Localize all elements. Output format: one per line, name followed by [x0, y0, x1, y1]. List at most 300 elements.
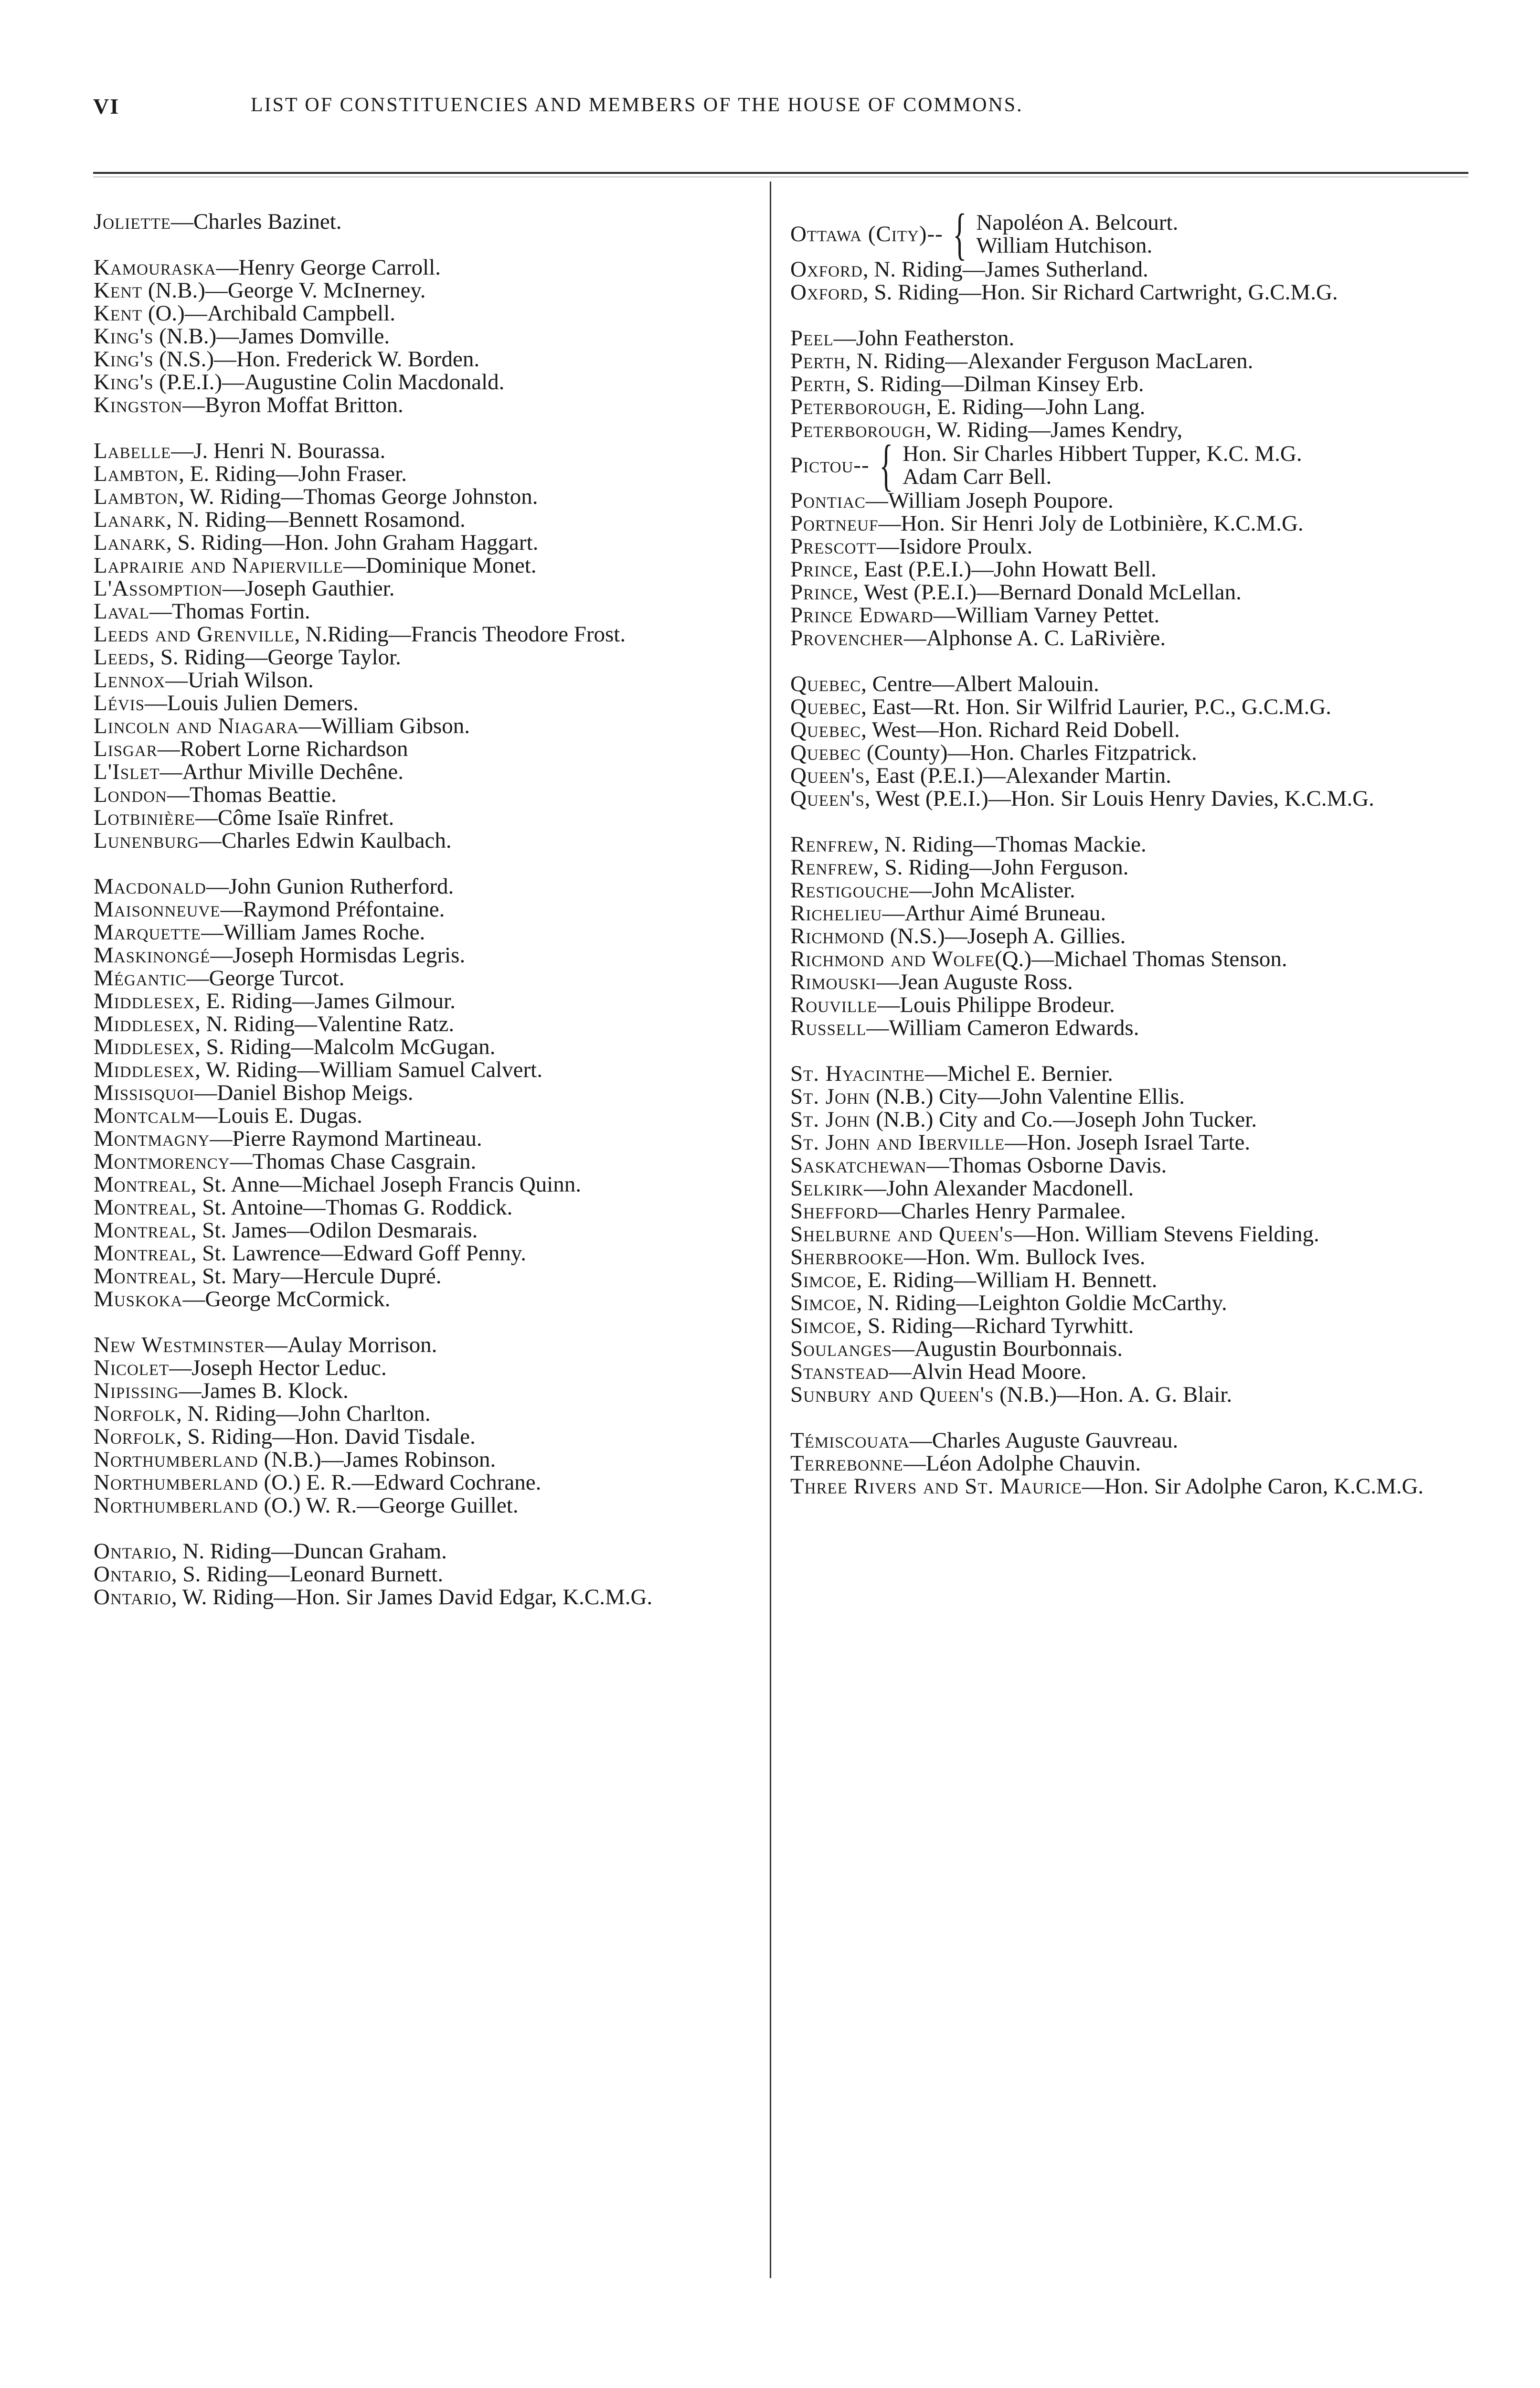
member-text: —Hon. Sir Adolphe Caron, K.C.M.G. [1082, 1474, 1424, 1499]
entry [94, 1058, 786, 1081]
constituency-name: Joliette [94, 209, 171, 234]
entry [790, 558, 1483, 581]
entry [790, 1314, 1483, 1337]
member-text: —Louis Julien Demers. [145, 691, 359, 715]
member-text: , E. Riding—William H. Bennett. [856, 1268, 1158, 1292]
constituency-name: Lincoln and Niagara [94, 714, 299, 738]
entry [94, 600, 786, 623]
member-text: —Charles Henry Parmalee. [878, 1199, 1126, 1224]
entry-group [790, 1429, 1483, 1498]
entry [94, 256, 786, 279]
constituency-name: Peterborough [790, 417, 926, 442]
member-text: , St. Lawrence—Edward Goff Penny. [191, 1241, 526, 1266]
entry [94, 760, 786, 783]
member-text: , West (P.E.I.)—Bernard Donald McLellan. [853, 580, 1242, 605]
left-column [94, 210, 786, 1631]
entry [94, 829, 786, 852]
member-text: (N.S.)—Hon. Frederick W. Borden. [153, 347, 480, 372]
constituency-name: Simcoe [790, 1313, 857, 1338]
constituency-name: Montreal [94, 1264, 191, 1289]
member-text: , East—Rt. Hon. Sir Wilfrid Laurier, P.C., G.C.M.G. [861, 694, 1332, 719]
constituency-name: Macdonald [94, 874, 206, 899]
constituency-name: L'Assomption [94, 576, 223, 601]
entry [94, 990, 786, 1013]
entry [790, 395, 1483, 418]
member-text: —Thomas Beattie. [167, 782, 337, 807]
member-text: (P.E.I.)—Augustine Colin Macdonald. [153, 370, 505, 394]
entry [790, 1269, 1483, 1291]
entry [94, 1035, 786, 1058]
entry [790, 512, 1483, 535]
member-text: —Aulay Morrison. [265, 1333, 437, 1357]
constituency-name: Pictou-- [790, 453, 870, 478]
entry [790, 879, 1483, 902]
constituency-name: Middlesex [94, 1034, 195, 1059]
member-text: , S. Riding—Richard Tyrwhitt. [856, 1313, 1134, 1338]
entry [94, 1081, 786, 1104]
entry [790, 604, 1483, 627]
constituency-name: Pontiac [790, 488, 866, 513]
member-text: —Joseph Gauthier. [223, 576, 395, 601]
entry [94, 508, 786, 531]
entry [94, 646, 786, 669]
entry [94, 1219, 786, 1242]
constituency-name: London [94, 782, 167, 807]
member-text: (N.B.)—George V. McInerney. [142, 278, 426, 303]
constituency-name: Portneuf [790, 511, 879, 536]
member-text: , St. Antoine—Thomas G. Roddick. [191, 1195, 513, 1220]
constituency-name: Norfolk [94, 1401, 176, 1426]
member-text: , East (P.E.I.)—John Howatt Bell. [853, 557, 1157, 582]
entry [790, 1154, 1483, 1177]
member-name: William Hutchison. [976, 233, 1153, 258]
member-text: , N. Riding—Leighton Goldie McCarthy. [856, 1290, 1227, 1315]
constituency-name: Middlesex [94, 1057, 195, 1082]
constituency-name: Oxford [790, 280, 863, 305]
member-text: —Daniel Bishop Meigs. [194, 1080, 414, 1105]
entry [94, 1356, 786, 1379]
constituency-name: Sunbury and Queen's [790, 1382, 994, 1407]
member-text: —Robert Lorne Richardson [157, 736, 408, 761]
constituency-name: Northumberland [94, 1470, 258, 1495]
entry [94, 462, 786, 485]
entry [790, 327, 1483, 350]
member-text: , West—Hon. Richard Reid Dobell. [861, 717, 1180, 742]
member-text: —John Alexander Macdonell. [864, 1176, 1134, 1201]
member-text: —Hon. Sir Henri Joly de Lotbinière, K.C.M.G. [878, 511, 1304, 536]
member-text: , S. Riding—George Taylor. [149, 645, 401, 670]
constituency-name: Lévis [94, 691, 145, 715]
entry [790, 258, 1483, 281]
member-text: —John Featherston. [833, 326, 1015, 351]
entry [94, 439, 786, 462]
entry [94, 1173, 786, 1196]
constituency-name: Ottawa (City)-- [790, 222, 943, 246]
entry-group [790, 833, 1483, 1039]
constituency-name: Mégantic [94, 966, 187, 991]
constituency-name: Quebec [790, 740, 861, 765]
entry [790, 1062, 1483, 1085]
constituency-name: Rouville [790, 992, 878, 1017]
constituency-name: Richmond and Wolfe [790, 947, 995, 971]
member-text: —William Varney Pettet. [933, 603, 1160, 628]
constituency-name: Norfolk [94, 1424, 176, 1449]
entry [94, 279, 786, 302]
entry [790, 1291, 1483, 1314]
entry [94, 1448, 786, 1471]
entry [94, 1402, 786, 1425]
member-text: , N. Riding—James Sutherland. [862, 257, 1148, 282]
constituency-name: St. Hyacinthe [790, 1061, 925, 1086]
member-text: (N.B.) City—John Valentine Ellis. [870, 1084, 1185, 1109]
constituency-name: Simcoe [790, 1268, 857, 1292]
member-text: , W. Riding—James Kendry, [925, 417, 1183, 442]
constituency-name: Terrebonne [790, 1451, 903, 1476]
brace-icon: { [879, 433, 893, 497]
entry [790, 581, 1483, 604]
entry [790, 764, 1483, 787]
constituency-name: Missisquoi [94, 1080, 195, 1105]
entry [790, 627, 1483, 650]
constituency-name: Montreal [94, 1241, 191, 1266]
entry-group [94, 1333, 786, 1517]
entry [790, 1452, 1483, 1475]
constituency-name: Simcoe [790, 1290, 857, 1315]
constituency-name: Lanark [94, 530, 167, 555]
constituency-name: Northumberland [94, 1493, 258, 1518]
member-text: , N. Riding—Thomas Mackie. [873, 832, 1147, 857]
member-text: , S. Riding—Hon. Sir Richard Cartwright, G.C.M.G. [862, 280, 1338, 305]
constituency-name: Montreal [94, 1195, 191, 1220]
entry-group [94, 439, 786, 852]
member-text: —Charles Auguste Gauvreau. [909, 1428, 1179, 1453]
entry [94, 737, 786, 760]
member-text: , N. Riding—Bennett Rosamond. [166, 507, 466, 532]
constituency-name: Shefford [790, 1199, 879, 1224]
constituency-name: Kent [94, 301, 143, 326]
member-text: —J. Henri N. Bourassa. [171, 438, 386, 463]
member-text: —Dominique Monet. [343, 553, 537, 578]
member-text: , S. Riding—Hon. David Tisdale. [176, 1424, 476, 1449]
right-column [790, 202, 1483, 1521]
entry [94, 325, 786, 348]
constituency-name: Lambton [94, 461, 179, 486]
entry [790, 1475, 1483, 1498]
entry [790, 741, 1483, 764]
member-text: —Henry George Carroll. [216, 255, 441, 280]
entry [790, 856, 1483, 879]
constituency-name: Montmagny [94, 1126, 210, 1151]
constituency-name: Provencher [790, 626, 904, 650]
entry [790, 489, 1483, 512]
member-text: , N. Riding—Alexander Ferguson MacLaren. [845, 349, 1253, 373]
entry [790, 1177, 1483, 1200]
entry [94, 875, 786, 898]
constituency-name: Montreal [94, 1172, 191, 1197]
member-text: —James B. Klock. [179, 1378, 349, 1403]
entry [94, 898, 786, 921]
member-text: —Léon Adolphe Chauvin. [903, 1451, 1141, 1476]
constituency-name: Montmorency [94, 1149, 230, 1174]
entry [790, 1360, 1483, 1383]
constituency-name: Stanstead [790, 1359, 889, 1384]
member-text: —Isidore Proulx. [876, 534, 1033, 559]
constituency-name: Saskatchewan [790, 1153, 927, 1178]
member-text: , N. Riding—Duncan Graham. [171, 1539, 447, 1564]
member-text: —Raymond Préfontaine. [220, 897, 445, 922]
entry [94, 1150, 786, 1173]
constituency-name: Marquette [94, 920, 201, 945]
constituency-name: Peterborough [790, 394, 926, 419]
member-text: —Arthur Aimé Bruneau. [882, 901, 1106, 926]
entry [790, 787, 1483, 810]
constituency-name: Richelieu [790, 901, 882, 926]
entry [790, 1223, 1483, 1246]
entry-ottawa [790, 202, 1483, 266]
entry [94, 1471, 786, 1494]
page-number: VI [93, 94, 120, 118]
member-text: —John Gunion Rutherford. [206, 874, 454, 899]
constituency-name: New Westminster [94, 1333, 266, 1357]
member-text: —Michel E. Bernier. [924, 1061, 1113, 1086]
member-text: —Louis E. Dugas. [195, 1103, 362, 1128]
entry [790, 672, 1483, 695]
member-text: (N.B.)—James Domville. [153, 324, 390, 349]
constituency-name: Selkirk [790, 1176, 864, 1201]
constituency-name: St. John and Iberville [790, 1130, 1005, 1155]
constituency-name: Kingston [94, 393, 183, 417]
constituency-name: Rimouski [790, 970, 877, 994]
constituency-name: Peel [790, 326, 834, 351]
constituency-name: Prescott [790, 534, 877, 559]
member-text: —George McCormick. [182, 1287, 391, 1311]
entry [94, 1104, 786, 1127]
constituency-name: Lennox [94, 668, 166, 693]
entry [94, 371, 786, 394]
member-text: , St. Anne—Michael Joseph Francis Quinn. [191, 1172, 581, 1197]
entry [94, 1242, 786, 1265]
constituency-name: King's [94, 324, 154, 349]
member-text: —William Cameron Edwards. [866, 1015, 1139, 1040]
constituency-name: Renfrew [790, 832, 874, 857]
entry [94, 921, 786, 944]
constituency-name: Queen's [790, 763, 865, 788]
constituency-name: Three Rivers and St. Maurice [790, 1474, 1082, 1499]
entry [790, 993, 1483, 1016]
page-header [93, 94, 1468, 127]
constituency-name: Middlesex [94, 1012, 195, 1036]
entry [94, 1494, 786, 1517]
entry [790, 350, 1483, 373]
constituency-name: Nicolet [94, 1355, 170, 1380]
entry [94, 1013, 786, 1035]
constituency-name: Quebec [790, 694, 861, 719]
entry [94, 669, 786, 692]
member-text: , S. Riding—Dilman Kinsey Erb. [845, 372, 1144, 396]
member-text: , W. Riding—Hon. Sir James David Edgar, K.C.M.G. [171, 1585, 653, 1610]
constituency-name: Nipissing [94, 1378, 179, 1403]
entry [790, 1200, 1483, 1223]
member-text: , N. Riding—John Charlton. [176, 1401, 431, 1426]
constituency-name: Lotbinière [94, 805, 195, 830]
entry [94, 623, 786, 646]
member-text: (O.) E. R.—Edward Cochrane. [258, 1470, 542, 1495]
member-text: , S. Riding—John Ferguson. [873, 855, 1129, 880]
member-text: , W. Riding—William Samuel Calvert. [195, 1057, 542, 1082]
entry [94, 1196, 786, 1219]
entry [790, 925, 1483, 948]
member-text: (O.)—Archibald Campbell. [142, 301, 396, 326]
entry-group [94, 875, 786, 1311]
entry [790, 1337, 1483, 1360]
member-text: —Jean Auguste Ross. [876, 970, 1073, 994]
member-text: (N.B.) City and Co.—Joseph John Tucker. [870, 1107, 1257, 1132]
entry [790, 902, 1483, 925]
constituency-name: Kamouraska [94, 255, 216, 280]
constituency-name: Lisgar [94, 736, 158, 761]
entry [94, 783, 786, 806]
constituency-name: Maisonneuve [94, 897, 221, 922]
constituency-name: St. John [790, 1084, 871, 1109]
entry [790, 1429, 1483, 1452]
constituency-name: Perth [790, 349, 846, 373]
entry [790, 1246, 1483, 1269]
entry-group [790, 327, 1483, 650]
member-text: —Thomas Chase Casgrain. [230, 1149, 477, 1174]
constituency-name: Muskoka [94, 1287, 183, 1311]
constituency-name: Oxford [790, 257, 863, 282]
entry [790, 1383, 1483, 1406]
constituency-name: Prince [790, 580, 853, 605]
constituency-name: Témiscouata [790, 1428, 910, 1453]
constituency-name: St. John [790, 1107, 871, 1132]
member-text: (N.B.)—James Robinson. [258, 1447, 496, 1472]
entry [94, 714, 786, 737]
member-text: —William James Roche. [201, 920, 425, 945]
constituency-name: Ontario [94, 1562, 171, 1587]
entry [94, 1586, 786, 1609]
constituency-name: Labelle [94, 438, 171, 463]
entry-group [94, 1540, 786, 1609]
member-text: —Joseph Hormisdas Legris. [210, 943, 466, 968]
constituency-name: Middlesex [94, 989, 195, 1013]
constituency-name: Restigouche [790, 878, 910, 903]
entry [94, 1265, 786, 1288]
member-text: —Hon. Wm. Bullock Ives. [903, 1245, 1146, 1269]
brace-icon: { [953, 202, 967, 266]
entry [790, 418, 1483, 441]
constituency-name: Ontario [94, 1539, 171, 1564]
member-text: —Charles Bazinet. [170, 209, 342, 234]
member-text: —Alphonse A. C. LaRivière. [903, 626, 1166, 650]
constituency-name: Laval [94, 599, 149, 624]
member-text: , W. Riding—Thomas George Johnston. [179, 484, 538, 509]
constituency-name: Perth [790, 372, 846, 396]
entry [94, 485, 786, 508]
constituency-name: Shelburne and Queen's [790, 1222, 1013, 1247]
entry-group [790, 672, 1483, 810]
constituency-name: Leeds [94, 645, 149, 670]
entry [94, 1540, 786, 1563]
member-text: , E. Riding—John Lang. [925, 394, 1146, 419]
member-name: Hon. Sir Charles Hibbert Tupper, K.C. M.G. [903, 441, 1302, 466]
member-text: —Thomas Fortin. [149, 599, 310, 624]
member-text: —Uriah Wilson. [165, 668, 314, 693]
member-text: (N.B.)—Hon. A. G. Blair. [994, 1382, 1232, 1407]
entry [790, 970, 1483, 993]
constituency-name: Laprairie and Napierville [94, 553, 343, 578]
constituency-name: L'Islet [94, 759, 160, 784]
constituency-name: Ontario [94, 1585, 171, 1610]
entry [94, 302, 786, 325]
entry [790, 1108, 1483, 1131]
member-text: —John McAlister. [909, 878, 1075, 903]
entry-group [790, 202, 1483, 305]
constituency-name: Richmond [790, 924, 885, 949]
entry [790, 718, 1483, 741]
member-text: , Centre—Albert Malouin. [861, 672, 1099, 696]
constituency-name: Lunenburg [94, 828, 200, 853]
member-text: —Côme Isaïe Rinfret. [195, 805, 394, 830]
constituency-name: Sherbrooke [790, 1245, 904, 1269]
member-text: , S. Riding—Leonard Burnett. [171, 1562, 444, 1587]
member-name: Adam Carr Bell. [903, 464, 1052, 489]
member-text: , St. Mary—Hercule Dupré. [191, 1264, 442, 1289]
member-text: —Louis Philippe Brodeur. [877, 992, 1115, 1017]
member-text: , N. Riding—Valentine Ratz. [195, 1012, 455, 1036]
entry [94, 554, 786, 577]
member-text: —Joseph Hector Leduc. [169, 1355, 387, 1380]
constituency-name: King's [94, 347, 154, 372]
member-text: —Byron Moffat Britton. [182, 393, 404, 417]
constituency-name: Lanark [94, 507, 167, 532]
member-name: Napoléon A. Belcourt. [976, 210, 1179, 235]
entry [790, 695, 1483, 718]
entry [94, 1127, 786, 1150]
member-text: (Q.)—Michael Thomas Stenson. [995, 947, 1287, 971]
entry [94, 1563, 786, 1586]
constituency-name: Maskinongé [94, 943, 211, 968]
entry [94, 531, 786, 554]
entry [94, 394, 786, 416]
member-text: (O.) W. R.—George Guillet. [258, 1493, 519, 1518]
member-text: , S. Riding—Hon. John Graham Haggart. [166, 530, 539, 555]
running-title: LIST OF CONSTITUENCIES AND MEMBERS OF THE HOUSE OF COMMONS. [251, 94, 1023, 116]
entry [790, 1085, 1483, 1108]
constituency-name: Prince Edward [790, 603, 934, 628]
member-text: —Alvin Head Moore. [889, 1359, 1087, 1384]
constituency-name: Montcalm [94, 1103, 195, 1128]
entry-group [94, 256, 786, 416]
member-text: , St. James—Odilon Desmarais. [191, 1218, 478, 1243]
member-text: —Thomas Osborne Davis. [926, 1153, 1167, 1178]
member-text: —Augustin Bourbonnais. [892, 1336, 1123, 1361]
entry-pictou [790, 433, 1483, 497]
member-text: , East (P.E.I.)—Alexander Martin. [864, 763, 1171, 788]
entry-group [94, 210, 786, 233]
member-text: , E. Riding—James Gilmour. [195, 989, 456, 1013]
constituency-name: Lambton [94, 484, 179, 509]
member-text: , E. Riding—John Fraser. [179, 461, 407, 486]
member-text: (County)—Hon. Charles Fitzpatrick. [861, 740, 1197, 765]
entry [790, 1131, 1483, 1154]
constituency-name: Quebec [790, 672, 861, 696]
entry-group [790, 1062, 1483, 1406]
constituency-name: Leeds and Grenville [94, 622, 295, 647]
member-text: , S. Riding—Malcolm McGugan. [195, 1034, 496, 1059]
entry [94, 577, 786, 600]
constituency-name: Kent [94, 278, 143, 303]
